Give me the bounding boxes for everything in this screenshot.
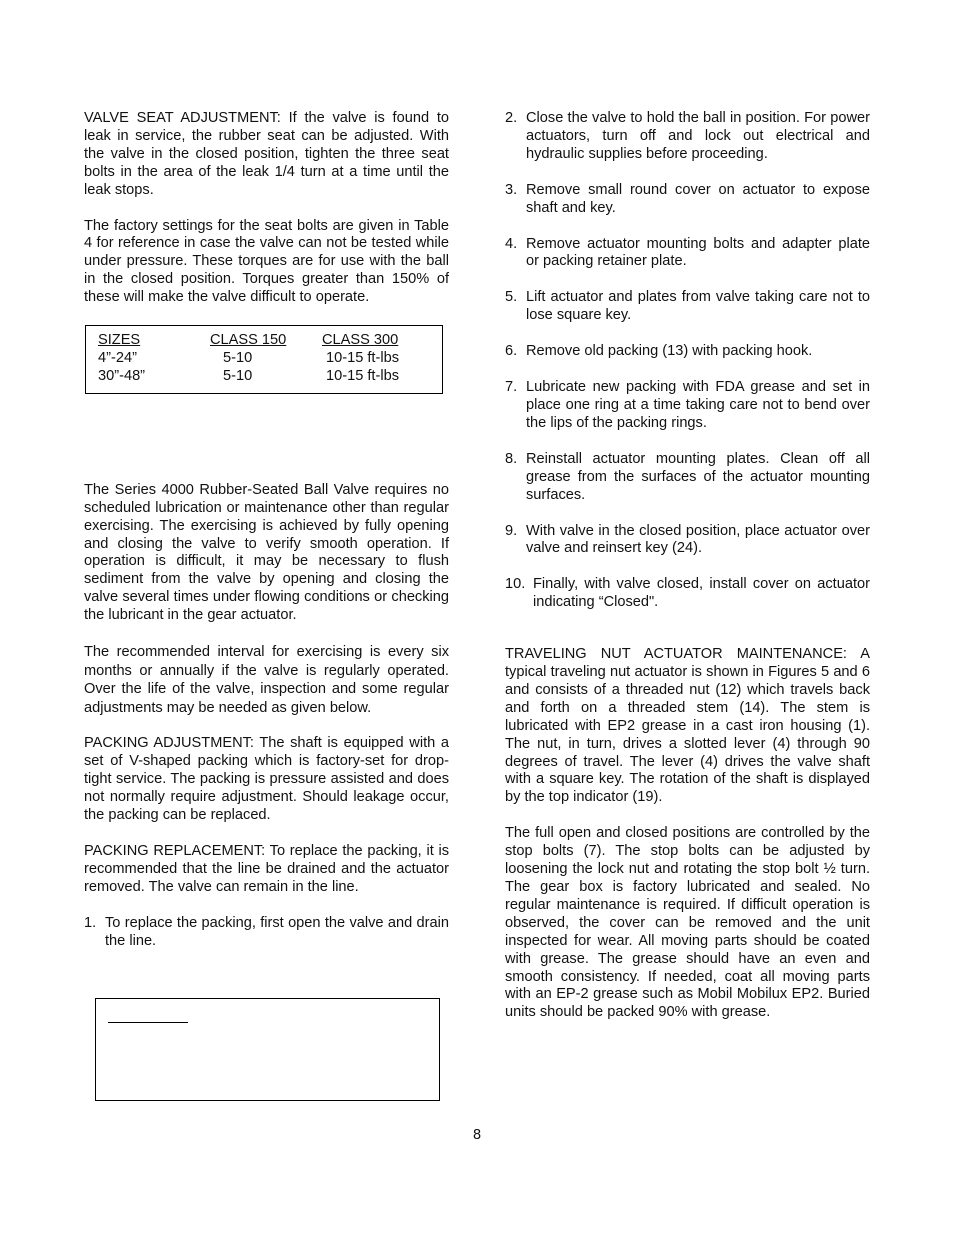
- step-text: Reinstall actuator mounting plates. Clean off all grease from the surfaces of the actuator mounting surfaces.: [526, 450, 870, 503]
- left-column: [84, 110, 449, 968]
- seat-bolt-torque-table: [85, 325, 443, 394]
- step-text: Remove old packing (13) with packing hook.: [526, 343, 813, 360]
- step-number: 7.: [505, 379, 518, 396]
- table-header-class-300: CLASS 300: [322, 332, 399, 349]
- right-column: [505, 110, 870, 1040]
- step-number: 2.: [505, 110, 518, 126]
- packing-adjustment-paragraph: PACKING ADJUSTMENT: The shaft is equipped with a set of V-shaped packing which is factory-set for drop-tight service. The packing is pressure assisted and does not normally require adjustment. Should leakage occur, the packing can be replaced.: [84, 735, 449, 824]
- table-cell-class-300: 10-15 ft-lbs: [326, 349, 400, 366]
- step-number: 3.: [505, 181, 518, 198]
- list-item: [505, 289, 870, 325]
- packing-replacement-paragraph: PACKING REPLACEMENT: To replace the packing, it is recommended that the line be drained and the actuator removed. The valve can remain in the line.: [84, 842, 449, 895]
- table-row: [98, 350, 430, 368]
- step-text: Remove actuator mounting bolts and adapter plate or packing retainer plate.: [526, 235, 870, 270]
- list-item: [84, 915, 449, 951]
- note-heading-rule: [108, 1022, 188, 1023]
- section-spacer: [84, 412, 449, 482]
- step-number: 8.: [505, 450, 518, 467]
- table-header-sizes: SIZES: [98, 332, 141, 349]
- step-number: 10.: [505, 576, 526, 593]
- stop-bolts-paragraph: The full open and closed positions are controlled by the stop bolts (7). The stop bolts can be adjusted by loosening the lock nut and rotating the stop bolt ½ turn. The gear box is factory lubricated and sealed. No regular maintenance is required. If difficult operation is observed, the cover can be removed and the unit inspected for wear. All moving parts should be coated with grease. The grease should have an even and smooth consistency. If needed, coat all moving parts with an EP-2 grease such as Mobil Mobilux EP2. Buried units should be packed 90% with grease.: [505, 825, 870, 1021]
- packing-steps-list-start: [84, 915, 449, 951]
- exercise-interval-paragraph: The recommended interval for exercising is every six months or annually if the valve is regularly operated. Over the life of the valve, inspection and some regular adjustments may be needed as given below.: [84, 644, 449, 716]
- packing-steps-list: [505, 110, 870, 612]
- step-number: 4.: [505, 235, 518, 252]
- list-item: [505, 576, 870, 612]
- step-number: 6.: [505, 343, 518, 360]
- list-item: [505, 236, 870, 272]
- page-number: 8: [472, 1127, 482, 1143]
- step-text: Close the valve to hold the ball in position. For power actuators, turn off and lock out electrical and hydraulic supplies before proceeding.: [526, 110, 870, 162]
- step-text: Remove small round cover on actuator to expose shaft and key.: [526, 181, 870, 216]
- note-box: [95, 998, 440, 1101]
- list-item: [505, 379, 870, 433]
- step-text: Lift actuator and plates from valve taking care not to lose square key.: [526, 289, 870, 324]
- step-number: 9.: [505, 522, 518, 539]
- table-cell-size: 4”-24”: [98, 349, 137, 366]
- step-text: Lubricate new packing with FDA grease and set in place one ring at a time taking care not to bend over the lips of the packing rings.: [526, 379, 870, 431]
- table-header-class-150: CLASS 150: [210, 332, 287, 349]
- valve-seat-adjustment-paragraph: VALVE SEAT ADJUSTMENT: If the valve is found to leak in service, the rubber seat can be adjusted. With the valve in the closed position, tighten the three seat bolts in the area of the leak 1/4 turn at a time until the leak stops.: [84, 110, 449, 198]
- list-item: [505, 110, 870, 164]
- step-text: With valve in the closed position, place actuator over valve and reinsert key (24).: [526, 522, 870, 557]
- step-text: Finally, with valve closed, install cover on actuator indicating “Closed".: [533, 576, 870, 611]
- table-cell-class-150: 5-10: [223, 349, 253, 366]
- factory-settings-paragraph: The factory settings for the seat bolts are given in Table 4 for reference in case the valve can not be tested while under pressure. These torques are for use with the ball in the closed position. Torques greater than 150% of these will make the valve difficult to operate.: [84, 217, 449, 306]
- list-item: [505, 182, 870, 218]
- table-row: [98, 368, 430, 386]
- list-item: [505, 343, 870, 361]
- traveling-nut-paragraph: TRAVELING NUT ACTUATOR MAINTENANCE: A typical traveling nut actuator is shown in Figures 5 and 6 and consists of a threaded nut (12) which travels back and forth on a threaded stem (14). The stem is lubricated with EP2 grease in a cast iron housing (1). The nut, in turn, drives a slotted lever (4) through 90 degrees of travel. The lever (4) drives the valve shaft with a square key. The rotation of the shaft is displayed by the top indicator (19).: [505, 646, 870, 806]
- table-header-row: [98, 332, 430, 350]
- step-text: To replace the packing, first open the valve and drain the line.: [105, 914, 449, 949]
- table-cell-size: 30”-48”: [98, 367, 146, 384]
- list-item: [505, 451, 870, 505]
- step-number: 1.: [84, 914, 97, 931]
- table-cell-class-300: 10-15 ft-lbs: [326, 367, 400, 384]
- lubrication-paragraph: The Series 4000 Rubber-Seated Ball Valve requires no scheduled lubrication or maintenance other than regular exercising. The exercising is achieved by fully opening and closing the valve to verify smooth operation. If operation is difficult, it may be necessary to flush sediment from the valve by opening and closing the valve several times under flowing conditions or checking the lubricant in the gear actuator.: [84, 481, 449, 624]
- section-spacer: [505, 630, 870, 646]
- list-item: [505, 523, 870, 559]
- step-number: 5.: [505, 289, 518, 306]
- table-cell-class-150: 5-10: [223, 367, 253, 384]
